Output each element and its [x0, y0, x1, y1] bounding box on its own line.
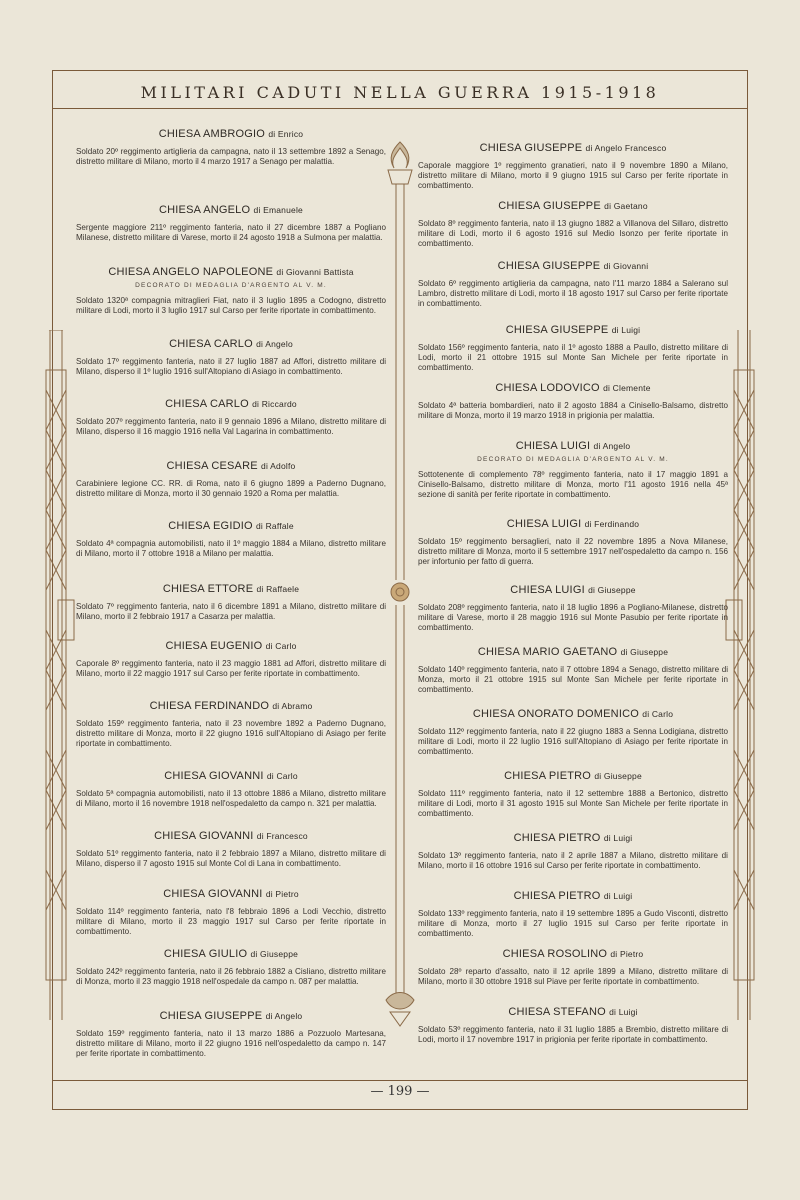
entry-name: CHIESA STEFANO di Luigi — [508, 1006, 638, 1018]
list-item — [418, 890, 728, 938]
right-fasces-ornament — [724, 330, 764, 1020]
entry-text: Soldato 4ª batteria bombardieri, nato il 2 agosto 1884 a Cinisello-Balsamo, distretto militare di Monza, morto il 19 marzo 1918 in prigionia per malattia. — [418, 401, 728, 420]
list-item — [418, 646, 728, 694]
entry-name: CHIESA GIUSEPPE di Angelo — [159, 1010, 303, 1022]
entry-name: CHIESA EUGENIO di Carlo — [165, 640, 297, 652]
list-item — [418, 440, 728, 499]
entry-name: CHIESA CARLO di Riccardo — [165, 398, 297, 410]
page-title: MILITARI CADUTI NELLA GUERRA 1915-1918 — [140, 83, 660, 102]
header-rule — [52, 108, 748, 109]
entry-name: CHIESA ANGELO di Emanuele — [159, 204, 303, 216]
list-item — [418, 200, 728, 248]
entry-name: CHIESA GIUSEPPE di Luigi — [505, 324, 641, 336]
list-item — [76, 460, 386, 499]
entry-name: CHIESA GIUSEPPE di Gaetano — [498, 200, 648, 212]
list-item — [418, 142, 728, 190]
entry-text: Soldato 20º reggimento artiglieria da campagna, nato il 13 settembre 1892 a Senago, distretto militare di Milano, morto il 4 marzo 1917 a Senago per malattia. — [76, 147, 386, 166]
entry-name: CHIESA ETTORE di Raffaele — [162, 583, 300, 595]
entry-name: CHIESA PIETRO di Luigi — [513, 890, 633, 902]
list-item — [76, 888, 386, 936]
entry-name: CHIESA MARIO GAETANO di Giuseppe — [477, 646, 669, 658]
entry-text: Soldato 114º reggimento fanteria, nato l'8 febbraio 1896 a Lodi Vecchio, distretto militare di Milano, morto il 23 maggio 1917 sul Carso per ferite riportate in combattimento. — [76, 907, 386, 936]
entry-text: Caporale 8º reggimento fanteria, nato il 23 maggio 1881 ad Affori, distretto militare di Milano, morto il 22 maggio 1917 sul Carso per ferite riportate in combattimento. — [76, 659, 386, 678]
entry-text: Soldato 7º reggimento fanteria, nato il 6 dicembre 1891 a Milano, distretto militare di Milano, morto il 2 febbraio 1917 a Casarza per malattia. — [76, 602, 386, 621]
entry-name: CHIESA FERDINANDO di Abramo — [149, 700, 313, 712]
entry-text: Soldato 159º reggimento fanteria, nato il 13 marzo 1886 a Pozzuolo Martesana, distretto militare di Milano, morto il 22 giugno 1916 nell'ospedaletto da campo n. 147 per ferite riportate in combattimento. — [76, 1029, 386, 1058]
entry-decoration: DECORATO DI MEDAGLIA D'ARGENTO AL V. M. — [135, 282, 327, 289]
entry-name: CHIESA ONORATO DOMENICO di Carlo — [472, 708, 674, 720]
entry-name: CHIESA GIOVANNI di Francesco — [154, 830, 308, 842]
page-number: — 199 — — [370, 1084, 430, 1099]
entry-text: Soldato 5ª compagnia automobilisti, nato il 13 ottobre 1886 a Milano, distretto militare di Milano, morto il 16 novembre 1918 nell'ospedaletto da campo n. 321 per malattia. — [76, 789, 386, 808]
entry-text: Soldato 207º reggimento fanteria, nato il 9 gennaio 1896 a Milano, distretto militare di Milano, disperso il 16 maggio 1916 nella Val Lagarina in combattimento. — [76, 417, 386, 436]
entry-text: Sergente maggiore 211º reggimento fanteria, nato il 27 dicembre 1887 a Pogliano Milanese, distretto militare di Varese, morto il 24 agosto 1918 a Sulmona per malattia. — [76, 223, 386, 242]
entry-name: CHIESA ROSOLINO di Pietro — [502, 948, 644, 960]
entry-text: Soldato 156º reggimento fanteria, nato il 1º agosto 1888 a Paullo, distretto militare di Lodi, morto il 21 ottobre 1915 sul Monte San Michele per ferite riportate in combattimento. — [418, 343, 728, 372]
entry-name: CHIESA GIUSEPPE di Giovanni — [497, 260, 649, 272]
list-item — [76, 204, 386, 243]
entry-name: CHIESA LODOVICO di Clemente — [495, 382, 651, 394]
list-item — [76, 338, 386, 377]
entry-name: CHIESA ANGELO NAPOLEONE di Giovanni Battista — [108, 266, 354, 278]
list-item — [76, 398, 386, 437]
entry-text: Soldato 53º reggimento fanteria, nato il 31 luglio 1885 a Brembio, distretto militare di Lodi, morto il 17 novembre 1917 in prigionia per ferite riportate in combattimento. — [418, 1025, 728, 1044]
list-item — [76, 770, 386, 809]
list-item — [76, 128, 386, 167]
entry-name: CHIESA LUIGI di Giuseppe — [510, 584, 636, 596]
footer-rule — [52, 1080, 748, 1081]
list-item — [418, 948, 728, 987]
list-item — [76, 266, 386, 316]
entry-text: Soldato 17º reggimento fanteria, nato il 27 luglio 1887 ad Affori, distretto militare di Milano, disperso il 1º luglio 1916 sull'Altopiano di Asiago in combattimento. — [76, 357, 386, 376]
entry-name: CHIESA CARLO di Angelo — [169, 338, 293, 350]
list-item — [76, 520, 386, 559]
entry-text: Soldato 133º reggimento fanteria, nato il 19 settembre 1895 a Gudo Visconti, distretto militare di Monza, morto il 27 luglio 1915 sul Carso per ferite riportate in combattimento. — [418, 909, 728, 938]
list-item — [418, 324, 728, 372]
list-item — [418, 584, 728, 632]
list-item — [418, 832, 728, 871]
entry-text: Carabiniere legione CC. RR. di Roma, nato il 6 giugno 1899 a Paderno Dugnano, distretto militare di Monza, morto il 30 gennaio 1920 a Roma per malattia. — [76, 479, 386, 498]
entry-text: Soldato 208º reggimento fanteria, nato il 18 luglio 1896 a Pogliano-Milanese, distretto militare di Varese, morto il 28 maggio 1916 sul Monte Pasubio per ferite riportate in combattimento. — [418, 603, 728, 632]
entry-name: CHIESA LUIGI di Angelo — [515, 440, 631, 452]
entry-name: CHIESA GIOVANNI di Carlo — [164, 770, 298, 782]
entry-text: Soldato 6º reggimento artiglieria da campagna, nato l'11 marzo 1884 a Salerano sul Lambro, distretto militare di Lodi, morto il 18 agosto 1917 sul Carso per ferite riportate in combattimento. — [418, 279, 728, 308]
entry-text: Soldato 28º reparto d'assalto, nato il 12 aprile 1899 a Milano, distretto militare di Milano, morto il 30 ottobre 1918 sul Piave per ferite riportate in combattimento. — [418, 967, 728, 986]
entry-text: Soldato 111º reggimento fanteria, nato il 12 settembre 1888 a Bertonico, distretto militare di Lodi, morto il 31 agosto 1915 sul Monte San Michele per ferite riportate in combattimento. — [418, 789, 728, 818]
left-fasces-ornament — [36, 330, 76, 1020]
entry-name: CHIESA GIOVANNI di Pietro — [163, 888, 299, 900]
entry-name: CHIESA EGIDIO di Raffale — [168, 520, 294, 532]
list-item — [76, 583, 386, 622]
list-item — [418, 382, 728, 421]
entry-text: Soldato 159º reggimento fanteria, nato il 23 novembre 1892 a Paderno Dugnano, distretto militare di Monza, morto il 22 giugno 1916 sull'Altopiano di Asiago per ferite riportate in combattimento. — [76, 719, 386, 748]
entry-text: Soldato 51º reggimento fanteria, nato il 2 febbraio 1897 a Milano, distretto militare di Milano, disperso il 7 agosto 1915 sul Monte Col di Lana in combattimento. — [76, 849, 386, 868]
entry-name: CHIESA LUIGI di Ferdinando — [506, 518, 640, 530]
entry-name: CHIESA GIUSEPPE di Angelo Francesco — [479, 142, 667, 154]
entry-text: Caporale maggiore 1º reggimento granatieri, nato il 9 novembre 1890 a Milano, distretto militare di Milano, morto il 9 giugno 1915 sul Carso per ferite riportate in combattimento. — [418, 161, 728, 190]
entry-text: Soldato 1320ª compagnia mitraglieri Fiat, nato il 3 luglio 1895 a Codogno, distretto militare di Lodi, morto il 3 luglio 1917 sul Carso per ferite riportate in combattimento. — [76, 296, 386, 315]
entry-text: Soldato 15º reggimento bersaglieri, nato il 22 novembre 1895 a Nova Milanese, distretto militare di Monza, morto il 5 settembre 1917 nell'ospedaletto da campo n. 156 per infortunio per fatto di guerra. — [418, 537, 728, 566]
list-item — [76, 640, 386, 679]
entry-text: Soldato 140º reggimento fanteria, nato il 7 ottobre 1894 a Senago, distretto militare di Monza, morto il 21 ottobre 1915 sul Monte San Michele per ferite riportate in combattimento. — [418, 665, 728, 694]
list-item — [76, 948, 386, 987]
entry-text: Soldato 4ª compagnia automobilisti, nato il 1º maggio 1884 a Milano, distretto militare di Milano, morto il 7 ottobre 1918 a Milano per malattia. — [76, 539, 386, 558]
list-item — [418, 770, 728, 818]
entry-decoration: DECORATO DI MEDAGLIA D'ARGENTO AL V. M. — [477, 456, 669, 463]
center-torch-ornament — [380, 140, 420, 1030]
list-item — [418, 708, 728, 756]
entry-name: CHIESA CESARE di Adolfo — [166, 460, 296, 472]
entry-name: CHIESA PIETRO di Giuseppe — [504, 770, 642, 782]
entry-text: Soldato 242º reggimento fanteria, nato il 26 febbraio 1882 a Cisliano, distretto militare di Monza, morto il 23 maggio 1918 nell'ospedale da campo n. 087 per malattia. — [76, 967, 386, 986]
list-item — [76, 1010, 386, 1058]
list-item — [76, 700, 386, 748]
entry-text: Soldato 112º reggimento fanteria, nato il 22 giugno 1883 a Senna Lodigiana, distretto militare di Lodi, morto il 22 luglio 1916 sull'Altopiano di Asiago per ferite riportate in combattimento. — [418, 727, 728, 756]
list-item — [76, 830, 386, 869]
entry-text: Soldato 13º reggimento fanteria, nato il 2 aprile 1887 a Milano, distretto militare di Milano, morto il 16 ottobre 1916 sul Carso per ferite riportate in combattimento. — [418, 851, 728, 870]
list-item — [418, 518, 728, 566]
entry-name: CHIESA AMBROGIO di Enrico — [158, 128, 304, 140]
entry-name: CHIESA GIULIO di Giuseppe — [163, 948, 299, 960]
entry-name: CHIESA PIETRO di Luigi — [513, 832, 633, 844]
list-item — [418, 260, 728, 308]
list-item — [418, 1006, 728, 1045]
entry-text: Sottotenente di complemento 78º reggimento fanteria, nato il 17 maggio 1891 a Cinisello-Balsamo, distretto militare di Monza, morto l'11 agosto 1916 nella 45ª sezione di sanità per ferite riportate in combattimento. — [418, 470, 728, 499]
entry-text: Soldato 8º reggimento fanteria, nato il 13 giugno 1882 a Villanova del Sillaro, distretto militare di Lodi, morto il 6 agosto 1916 sul Medio Isonzo per ferite riportate in combattimento. — [418, 219, 728, 248]
